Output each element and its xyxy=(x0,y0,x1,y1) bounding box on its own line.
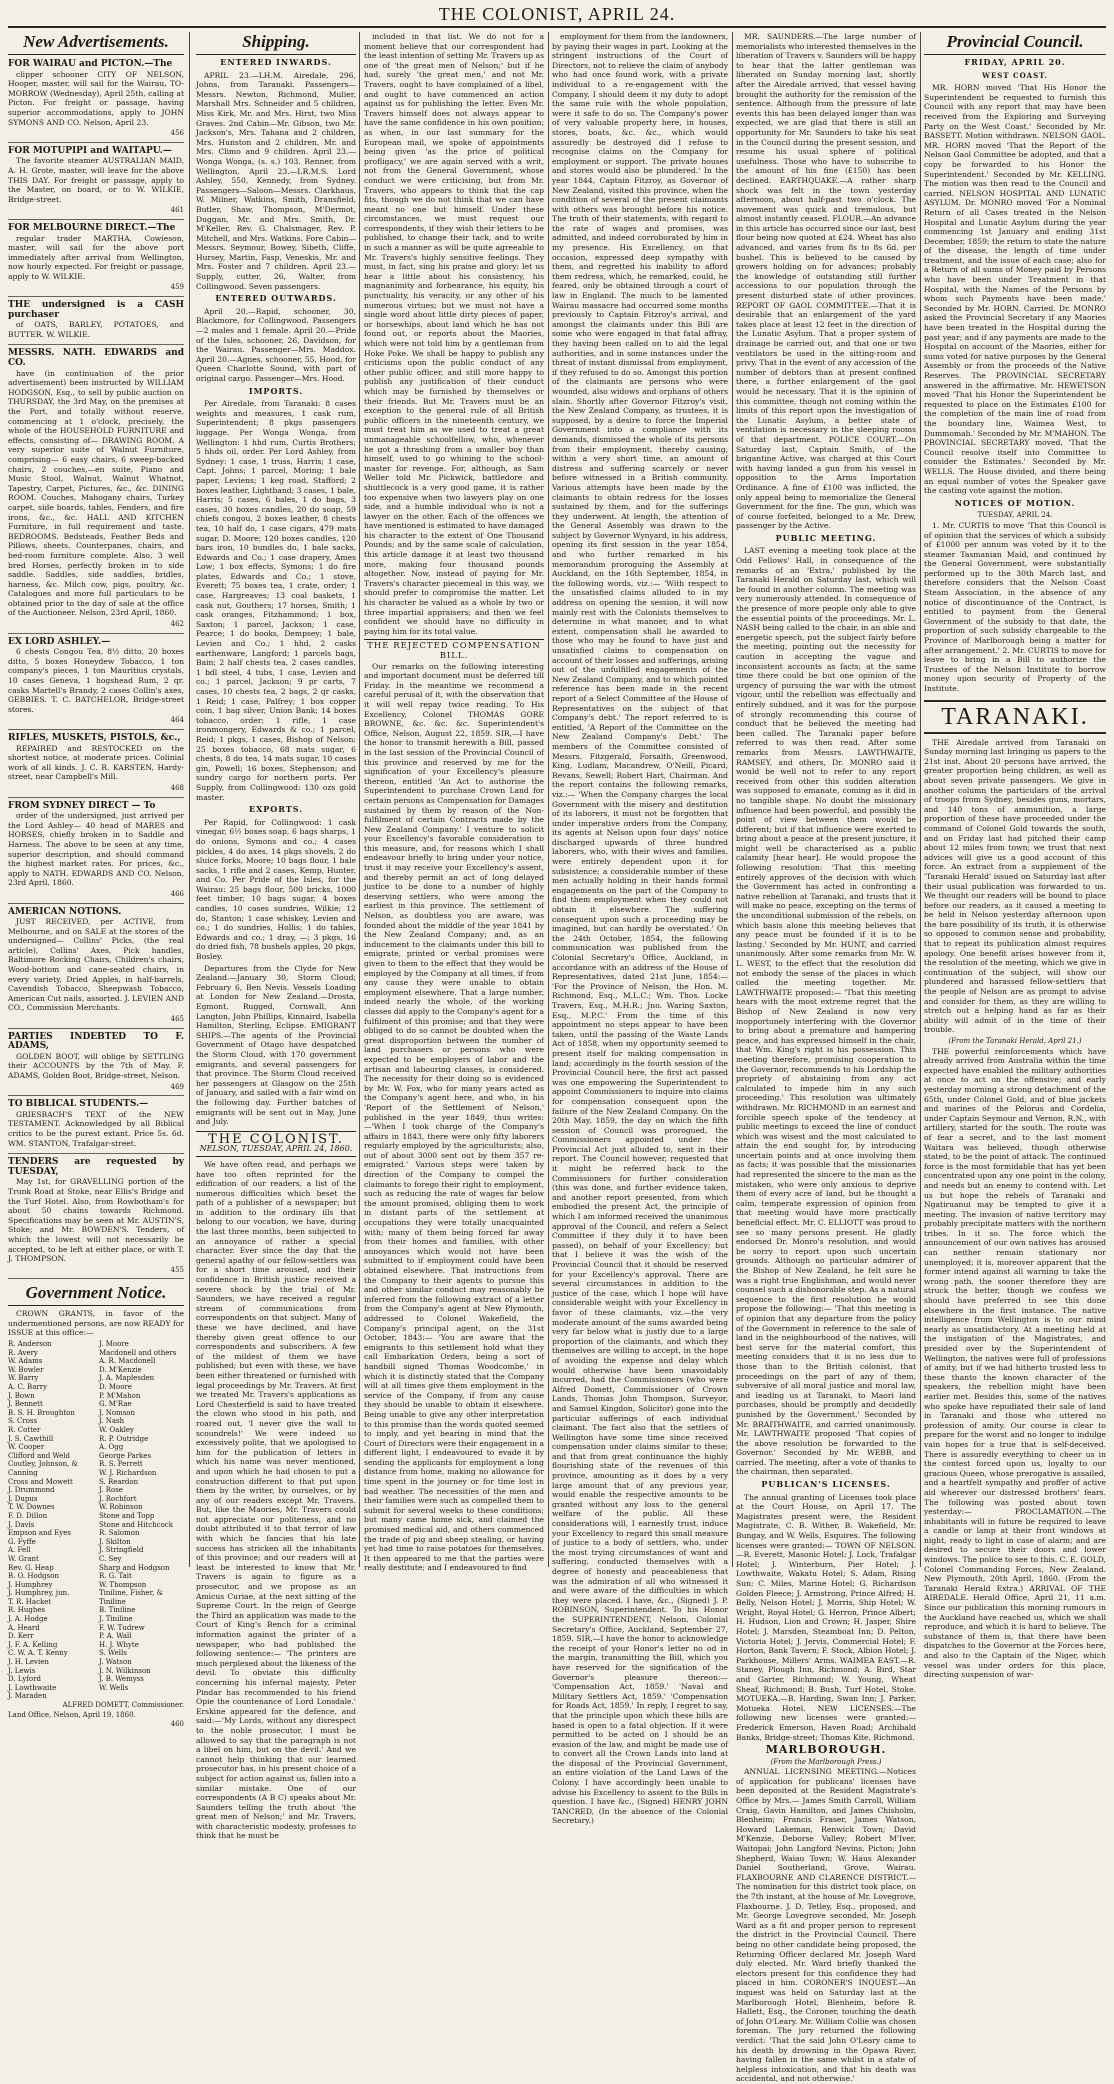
grantee-name: W. Thompson xyxy=(99,1580,147,1589)
grantee-name: J. Rose xyxy=(99,1486,123,1495)
grantee-name: J. Maraden xyxy=(8,1692,47,1701)
advertisement-number: 468 xyxy=(170,783,184,792)
grantee-name: J. B. Wemyss xyxy=(99,1675,144,1684)
grantee-name: J. A. Maplesden xyxy=(99,1374,155,1383)
public-meeting-text: LAST evening a meeting took place at the Odd Fellows' Hall, in consequence of the remarks of an 'Extra,' published by the Taranaki Herald on Saturday last, which will be found in another column. The meeting was very numerously attended. In consequence of the presence of more people only able to give the essential points of the proceedings. Mr. L. NASH being called to the chair, in an able and energetic speech, put the subject fairly before the meeting, pointing out the necessity for caution in accepting the vague and inconsistent accounts as facts; at the same time there could be but one opinion of the urgency of pursuing the war with the utmost vigour, until the rebellion was effectually and entirely subdued, and it was for the purpose of strongly recommending this course of conduct that he believed the meeting had been called. The Taranaki paper before referred to was then read. After some remarks from Messrs. LAWTHWAITE, RAMSEY, and others, Dr. MONRO said it would be well not to refer to any report received from other this sudden alteration was supposed to emanate, coming as it did in no tangible shape. No doubt the missionary influence had been powerful, and possibly the point of view between them would be different; but if that influence were exerted to bring about a peace at the present juncture, it might well be characterised as a public calamity [hear hear]. He would propose the following resolution: 'That this meeting entirely approves of the decision with which the Government has acted in confronting a native rebellion at Taranaki, and trusts that it will make no peace, excepting on the terms of the unconditional submission of the rebels, on which basis alone this meeting believes that any peace must be founded if it is to be lasting.' Seconded by Mr. HUNT, and carried unanimously. After some remarks from Mr. W. L. WEST, to the effect that the resolution did not embody the sense of the places in which called the meeting together. Mr. LAWTHWAITE proposed:— 'That this meeting hears with the most extreme regret that the Bishop of New Zealand is now very inopportunely interfering with the Governor to bring about a premature and hampering peace, and has expressed himself in the chair, that Wm. King's right is his possession. This meeting therefore, promising cooperation to the Governor, recommends to his Lordship the propriety of abstaining from any act calculated to impede him in any such proceeding.' This resolution was ultimately withdrawn. Mr. RICHMOND in an earnest and forcible speech spoke of the tendency at public meetings to exceed the line of conduct which was wisest and the most calculated to attain the end sought for, by introducing uncertain points and at once involving them as facts; it was possible that the missionaries had represented the sincere to the man as the mistaken, who were only anxious to deprive them of every acre of land, but he thought a calm, temperate expression of opinion from that meeting would have more practically beneficial effect. Mr. C. ELLIOTT was proud to see so many persons present. He gladly endorsed Dr. Monro's resolution, and would be sorry to report upon such uncertain grounds. Although no particular admirer of the Bishop of New Zealand, he felt sure he was a right true Englishman, and would never counsel such a dishonorable step. As a natural sequence to the first resolution he would propose the following:— 'That this meeting is of opinion that any departure from the policy of the Government in reference to the sale of land in the neighbourhood of the natives, will best serve for the material comfort, this meeting considers that it is no less due to those than to the British colonist, that proceedings on the part of any of them, subversive of all moral justice and moral law, and leading us at Taranaki, to Maori land purchases, should be promptly and decidedly punished by the Government.' Seconded by Mr. BRAITHWAITE, and carried unanimously. Mr. LAWTHWAITE proposed 'That copies of the above resolution be forwarded to the Governor.' Seconded by Mr. WEBB, and carried. The meeting, after a vote of thanks to the chairman, then separated. xyxy=(736,546,916,1477)
gov-num: 460 xyxy=(170,1720,184,1729)
grantee-name: Stone and Hitchcock xyxy=(99,1520,173,1529)
compensation-bill-head: THE REJECTED COMPENSATION BILL. xyxy=(364,639,544,661)
grantee-name: J. Skilton xyxy=(99,1537,131,1546)
advertisement xyxy=(8,347,184,633)
column-editorial xyxy=(364,32,544,1573)
advertisement xyxy=(8,906,184,1029)
grantee-name: R. Hughes xyxy=(8,1606,46,1615)
advertisement-number: 455 xyxy=(170,1265,184,1274)
advertisement-title: FROM SYDNEY DIRECT — To xyxy=(8,800,156,811)
compensation-bill-text: Our remarks on the following interesting and important document must be deferred till Friday. In the meantime we recommend a careful perusal of it, with the observation that it will well repay twice reading. To His Excellency, Colonel THOMAS GORE BROWNE, &c. &c. &c. Superintendent's Office, Nelson, August 22, 1859. SIR,—I have the honor to transmit herewith a Bill, passed in the last session of the Provincial Council of this province and reserved by me for the signification of your Excellency's pleasure thereon, entitled 'An Act to authorise the Superintendent to purchase Crown Land for certain persons as Compensation for Damages sustained by them by reason of the Non-fulfilment of certain Contracts made by the New Zealand Company.' I venture to solicit your Excellency's favorable consideration to this measure, and, for reasons which I shall endeavour briefly to bring under your notice, trust it may receive your Excellency's assent, and thereby permit an act of long delayed justice to be done to a number of highly deserving settlers, who were among the earliest in this province. The settlement of Nelson, as doubtless you are aware, was founded about the middle of the year 1841 by the New Zealand Company; and, as an inducement to the claimants under this bill to emigrate, printed or verbal promises were given to them to the effect that they would be employed by the Company at all times, if from any cause they were unable to obtain employment elsewhere. That a large number, indeed nearly the whole, of the working classes did apply to the Company's agent for a fulfilment of this promise; and that they were obliged to do so cannot be doubted when the great disproportion between the number of land purchasers or persons who were expected to be employers of labor and the artisan and labouring classes, is considered. The necessity for their doing so is evidenced by Mr. W. Fox, who for many years acted as the Company's agent here, and who, in his 'Report of the Settlement of Nelson,' published in the year 1849, thus writes:—'When I took charge of the Company's affairs in 1843, there were only fifty laborers regularly employed by the agriculturists; also, out of about 3000 sent out by them 357 re-emigrated.' Various steps were taken by direction of the Company to compel the claimants to forego their right to employment, such as reducing the rate of wages far below the amount promised, obliging them to work in distant parts of the settlement at occupations they were totally unacquainted with; many of them being forced far away from their homes and families, with other annoyances which would not have been submitted to if employment could have been obtained elsewhere. That instructions from the Company to their agents to pursue this and other similar conduct may reasonably be inferred from the following extract of a letter from the Company's agent at New Plymouth, addressed to Colonel Wakefield, the Company's principal agent, on the 31st October, 1843:— 'You are aware that the emigrants to this settlement hold what they call Embarkation Orders, being a sort of handbill signed 'Thomas Woodcombe,' in which it is distinctly stated that the Company will at all times give them employment in the service of the Company, if from any cause they should be unable to obtain it elsewhere. Being unable to give any other interpretation to this promise than the words quoted seemed to imply, and yet bearing in mind that the Court of Directors were their engagement in a different light, I endeavoured to evade it by sending the applicants for employment a long distance from home, making no allowance for time spent in the journey or for time lost in bad weather. The necessities of the men and their families were such as compelled them to submit for several weeks to these conditions; but many came home sick, and claimed the promised medical aid, and others commenced the trade of pig and sheep stealing, or having yet had time to raise potatoes for themselves. It then appeared to me that the parties were really destitute; and I endeavoured to find xyxy=(364,661,544,1573)
grantee-name: R. Anderson xyxy=(8,1340,52,1349)
grantee-name: A. Ogg xyxy=(99,1443,124,1452)
advertisement-number: 459 xyxy=(170,283,184,292)
marlborough-text: ANNUAL LICENSING MEETING.—Notices of application for publicans' licenses have been deposited at the Resident Magistrate's Office by Mrs.— James Smith Carroll, William Craig, Gavin Hamilton, and James Chisholm, Blenheim; Francis Fraser, James Watson, Howard Lakeman, Renwick Town; David M'Kenzie, Deborse Valley; Robert M'Iver, Waitopai; John Langford Nevins, Picton; John Shepherd, Waiau Town; W. Haus Alexander Daniel Southerland, Grove, Wairau. FLAXBOURNE AND CLARENCE DISTRICT.—The nomination for this district took place, on the 7th instant, at the house of Mr. Lovegrove, Flaxbourne. J. D. Tetley, Esq., proposed, and Mr. George Lovegrove seconded, Mr. Joseph Ward as a fit and proper person to represent the district in the Provincial Council. There being no other candidate being proposed, the Returning Officer declared Mr. Joseph Ward duly elected. Mr. Ward briefly thanked the electors present for this confidence they had placed in him. CORONER'S INQUEST.—An inquest was held on Saturday last at the Marlborough Hotel, Blenheim, before R. Hallett, Esq., the Coroner, touching the death of John O'Leary. Mr. William Collie was chosen foreman. The jury returned the following verdict: 'That the said John O'Leary came to his death by drowning in the Opawa River, having fallen in the same whilst in a state of helpless intoxication, and that his death was accidental, and not otherwise.' xyxy=(736,1767,916,2084)
advertisement-number: 464 xyxy=(170,716,184,725)
advertisement xyxy=(8,222,184,297)
grantee-name: Tiniline, Fisher, & Tiniline xyxy=(99,1589,163,1606)
grantee-name: A. Heard xyxy=(8,1623,40,1632)
grantee-name: C. Sey xyxy=(99,1554,122,1563)
grantee-name: J. Rochfort xyxy=(99,1494,137,1503)
advertisement xyxy=(8,732,184,798)
column-rule xyxy=(920,32,921,1567)
grantee-name: J. Humphrey, jun. xyxy=(8,1589,70,1598)
advertisement-title: EX LORD ASHLEY.— xyxy=(8,636,111,647)
grantee-name: H. J. Whyte xyxy=(99,1640,139,1649)
shipping-title: Shipping. xyxy=(196,32,356,55)
advertisement-body: clipper schooner CITY OF NELSON, Hooper, master, will sail for the Wairau, TO-MORROW (Wednesday), April 25th, calling at Picton. For freight or passage, having superior accommodations, apply to JOHN SYMONS AND CO. Nelson, April 23. xyxy=(8,69,184,127)
grantee-name: F. D. Dillon xyxy=(8,1511,48,1520)
leader-text: We have often read, and perhaps we have too often reprinted for the edification of our readers, a list of the numerous difficulties which beset the path of a publisher of a newspaper; but in addition to the ordinary ills that belong to our vocation, we have, during the last three months, been subjected to an annoyance of rather a special character. Ever since the day that the general apathy of our fellow-settlers was for a short time aroused, and their confidence in British justice received a severe shock by the trial of Mr. Saunders, we have received a regular stream of communications from correspondents on that subject. Many of these we have declined, and have thereby given great offence to our correspondents and subscribers. A few of the mildest of them we have published; but even with these, we have been either threatened or furnished with legal proceedings by Mr. Travers. At first we treated Mr. Travers's applications as Lord Chesterfield is said to have treated the clown who stood in his path, and roared out, 'I never give the wall to scoundrels!' We were indeed so excessively polite, that we apologised to him for the publication of letters in which his name was never mentioned, and upon which he had chosen to put a construction different to that put upon them by the writer, by ourselves, or by any of our readers except Mr. Travers. But, like the Maories, Mr. Travers could not appreciate our politeness, and no doubt attributed it to that terror of law with which he fancies that his late success has stricken all the inhabitants of this province; and our readers will at least be interested to know that Mr. Travers is again to figure as a prosecutor, and we propose as an Amicus Curiae, at the next sitting of the Supreme Court. In the reign of George the Third an application was made to the Court of King's Bench for a criminal information against the printer of a newspaper, who had published the following sentence:— 'The printers are much perplexed about the likeness of the devil. To obviate this difficulty concerning his infernal majesty, Peter Pindar has recommended to his friend Opie the countenance of Lord Lonsdale.' Erskine appeared for the defence, and said:—'My Lords, without any disrespect to the noble prosecutor, I must be allowed to say that the paragraph is not a libel on him, but on the devil.' And we cannot help thinking that our learned prosecutor has, in his present choice of a subject for action against us, fallen into a similar mistake. One of our correspondents (A B C) speaks about Mr. Saunders telling the truth about 'the great men of Nelson;' and Mr. Travers, with characteristic modesty, professes to think that he must be xyxy=(196,1159,356,1841)
column-provincial-council xyxy=(924,32,1106,1680)
grantee-name: W. Oakley xyxy=(99,1426,134,1434)
grantee-name: W. Robinson xyxy=(99,1503,143,1512)
section-title: New Advertisements. xyxy=(8,32,184,55)
council-date: FRIDAY, APRIL 20. xyxy=(964,57,1066,67)
advertisement xyxy=(8,145,184,220)
advertisement-number: 466 xyxy=(170,889,184,898)
grantee-name: J. Tiniline xyxy=(99,1615,133,1624)
imports-head: IMPORTS. xyxy=(248,385,304,396)
notices-text: 1. Mr. CURTIS to move 'That this Council is of opinion that the services of which a subsidy of £1000 per annum was voted by it to the steamer Tasmanian Maid, and continued by the General Government, were substantially performed up to the 30th March last, and therefore considers that the Nelson Coast Steam Association, in the absence of any notice of discontinuance of the Contract, is entitled to payment from the General Government of the subsidy to that date, the proportion of such subsidy chargeable to the Province of Marlborough being a matter for after arrangement.' 2. Mr. CURTIS to move for leave to bring in a Bill to authorize the Trustees of the Nelson Institute to borrow money upon security of Property of the Institute. xyxy=(924,520,1106,693)
grantee-name: Empson and Eyes xyxy=(8,1529,71,1538)
newspaper-title: THE COLONIST, APRIL 24. xyxy=(438,4,676,24)
taranaki-title: TARANAKI. xyxy=(924,700,1106,734)
government-notice-intro: CROWN GRANTS, in favor of the undermentioned persons, are now READY for ISSUE at this office:— xyxy=(8,1309,184,1338)
grantee-name: J. Bennett xyxy=(8,1400,43,1409)
advertisement xyxy=(8,58,184,143)
grantee-name: Macdonell and others xyxy=(99,1348,177,1357)
grantee-name: Rev. G. Heap xyxy=(8,1563,54,1572)
grantee-name: J. Nomson xyxy=(99,1408,136,1417)
advertisement-body: have (in continuation of the prior advertisement) been instructed by WILLIAM HODGSON, Esq., to sell by public auction on THURSDAY, the 3rd May, on the premises at the Port, and totally without reserve, commencing at 1 o'clock, precisely, the whole of the HOUSEHOLD FURNITURE and effects, consisting of— DRAWING ROOM. A very superior suite of Walnut Furniture, comprising— 6 easy chairs, 6 sweep-backed chairs, 2 couches,—en suite, Piano and Music Stool, Walnut, Walnut Whatnot, Tapestry, Carpet, Pictures, &c., &c. DINING ROOM. Couches, Mahogany chairs, Turkey carpet, side boards, tables, Fenders, and fire irons, &c., &c. HALL AND KITCHEN Furniture, in full requirement and taste. BEDROOMS. Bedsteads, Feather Beds and Pillows, sheets, Counterpanes, chairs, and bed-room furniture complete. Also, 3 well bred Horses, perfectly broken in to side saddle. Saddles, side saddles, bridles, harness, &c. Milch cow, pigs, poultry, &c. Catalogues and more full particulars to be obtained prior to the day of sale at the office of the Auctioneer. Nelson, 23rd April, 1860. xyxy=(8,368,184,618)
imports-text: Per Airedale, from Taranaki: 8 cases weights and measures, 1 cask rum, Superintendent; 8 pkgs passengers luggage. Per Wonga Wonga, from Wellington: 1 hhd rum, Curtis Brothers; 5 hhds oil, order. Per Lord Ashley, from Sydney: 1 case, 1 truss, Harris; 1 case, Capt. Johns; 1 parcel, Moring; 1 bale paper, Leviens; 1 keg road, Stafford; 2 boxes leather, Lightband; 3 cases, 1 bale, Harris; 5 cases, 6 bales, 1 do bags, 3 cases, 30 boxes candles, 20 do soap, 59 chiefs congou, 2 boxes leather, 8 chests tea, 10 half do, 1 case cigars, 479 mats sugar, D. Moore; 120 boxes candles, 120 bars iron, 10 bundles do, 1 bale sacks, Edwards and Co.; 1 case drapery, Ames Low; 1 box effects, Symons; 1 do fire plates, Edwards and Co.; 1 stove, Everett; 75 boxes tea, 1 crate, order; 1 case, Hargreaves; 13 coal baskets, 1 cask nut, Gouthers; 17 horses, Smith; 1 cask oranges, Fitzhammond; 1 box, Saxton; 1 parcel, Jackson; 1 case, Pearce; 1 do books, Dempsey; 1 bale, Levien and Co.; 1 hhd, 2 casks earthenware, Langford; 1 parcels bags, Bain; 2 half chests tea, 2 cases candles, 1 bdl steel, 4 tubs, 1 case, Levien and co.; 1 parcel, Jackson; 9 pr carts, 7 cases, 10 chests tea, 2 bags, 2 qr casks, 1 Reid; 1 case, Palfrey; 1 box copper coin, 1 bag silver, Union Bank; 14 boxes tobacco, order; 1 rifle, 1 case ironmongery, Edwards & co.; 1 parcel, Reid; 1 pkgs, 1 cases, Bishop of Nelson; 25 boxes tobacco, 68 mats sugar, 6 chests, 8 do tea, 14 mats sugar, 10 cases gin, Powell; 16 boxes, Stephenson; and sundry cargo for northern ports. Per Supply, from Collingwood: 130 ozs gold master. xyxy=(196,399,356,802)
advertisement-body: JUST RECEIVED, per ACTIVE, from Melbourne, and on SALE at the stores of the undersigned— Collins' Picks, (the real article), Collins' Axes, Pick handles, Baltimore Rocking Chairs, Children's chairs, Wood-bottom and cane-seated chairs, in every variety, Dried Apples, in half-barrels, Cavendish Tobacco, Sheepwash Tobacco, American Cut nails, assorted. J. LEVIEN AND CO., Commission Merchants. xyxy=(8,917,184,1013)
column-rule xyxy=(548,32,549,1567)
grantee-name: T. W. Downes xyxy=(8,1503,55,1512)
grantee-name: J. Humphrey xyxy=(8,1580,53,1589)
grantee-name: J. Watson xyxy=(99,1658,132,1667)
advertisement-number: 465 xyxy=(170,1015,184,1024)
advertisement-title: FOR MELBOURNE DIRECT.—The xyxy=(8,222,176,233)
advertisement-number: 456 xyxy=(170,129,184,138)
advertisement xyxy=(8,636,184,730)
masthead xyxy=(8,4,1106,28)
advertisement-body: GRIESBACH'S TEXT of the NEW TESTAMENT. Acknowledged by all Biblical critics to be the purest extant. Price 5s. 6d. WM. STANTON, Trafalgar-street. xyxy=(8,1109,184,1148)
column-local-news xyxy=(736,32,916,2084)
grantee-name: W. Grant xyxy=(8,1554,39,1563)
column-shipping xyxy=(196,32,356,1841)
advertisement-title: MESSRS. NATH. EDWARDS and CO. xyxy=(8,348,184,369)
advertisement xyxy=(8,1098,184,1154)
gov-date: Land Office, Nelson, April 19, 1860. xyxy=(8,1710,136,1719)
gov-sign: ALFRED DOMETT, Commissioner. xyxy=(62,1701,184,1709)
grantee-name: S. Cross xyxy=(8,1417,38,1426)
advertisement-title: PARTIES INDEBTED TO F. ADAMS, xyxy=(8,1031,184,1052)
grantee-name: W. Bowler xyxy=(8,1365,44,1374)
leader-masthead: THE COLONIST. xyxy=(196,1131,356,1145)
advertisement xyxy=(8,800,184,904)
entered-outwards-head: ENTERED OUTWARDS. xyxy=(215,293,337,304)
advertisement xyxy=(8,1031,184,1097)
grantee-name: R. G. Tait xyxy=(99,1572,132,1581)
column-advertisements xyxy=(8,32,184,1729)
grantee-name: J. Bown xyxy=(8,1391,35,1400)
grantee-name: D. Moore xyxy=(99,1383,132,1392)
taranaki-herald-text: THE powerful reinforcements which have already arrived from Australia within the time expected have enabled the military authorities at once to act on the offensive; and early yesterday morning a strong detachment of the 65th, under Colonel Gold, and of blue jackets and marines of the Pelorus and Cordelia, under Captain Seymour and Vernon, R.N., with artillery, started for the south. The route was of fear a secret, and to the last moment Waitara was believed, though otherwise stated, to be the point of attack. The continued force is the most formidable that has yet been concentrated upon any one point in the colony, and needs but an enemy to contend with. Let us but hope the rebels of Taranaki and Ngatiruanui may be tempted to give it a meeting. The invasion of native territory may probably precipitate matters with the northern tribes. In it so. The force which the announcement of our own natives has aroused can neither remain stationary nor unemployed; it is, moreover apparent that the former intend against all warning to take the wrong path, the sooner therefore they are struck the better, though we confess we should have preferred to see this done elsewhere in the first instance. The native intelligence from Wellington is to our mind nearly as unsatisfactory. At a meeting held at the instigation of the Magistrates, and presided over by the Superintendent of Wellington, the natives were full of professions of amity, but if we had hitherto trusted less to these thanto the known character of the speakers, the rebellion might have been earlier met. Besides this, some of the natives who spoke have repudiated their sale of land in Taranaki and those who uttered no profession of amity. Our course is clear to prepare for the worst and no longer to indulge vain hopes for a true that is self-deceived. There is assuredly everything to cheer us in the contest forced upon us, loyalty to our gracious Queen, whose prerogative is assailed, and a heartfelt sympathy and proffer of active aid wherever our distressed brothers' fears. The following was posted about town yesterday:— PROCLAMATION.—The inhabitants will in future be required to leave a candle or lamp at their front windows at night, ready to light in case of alarm; and are desired to secure their doors and lower windows. The police to see to this. C. E. GOLD, Colonel Commanding Forces, New Zealand. New Plymouth, 20th April, 1860. (From the Taranaki Herald Extra.) ARRIVAL OF THE AIREDALE. Herald Office, April 21, 11 a.m. Since our publication this morning rumours in the Auckland have reached us, which we shall reproduce, and which it is hard to believe. The substance of them is, that there have been dispatches to the Governor at the Forces here, and also to the Captain of the Niger, which vessel was under orders for this place, directing suspension of war- xyxy=(924,1046,1106,1680)
advertisement-body: order of the undersigned, just arrived per the Lord Ashley— 40 head of MARES and HORSES, chiefly broken in to Saddle and Harness. The above to be seen at any time, superior description, and should command the highest market rates. For prices, &c., apply to NATH. EDWARDS AND CO. Nelson, 23rd April, 1860. xyxy=(8,811,184,888)
notices-date: TUESDAY, APRIL 24. xyxy=(977,511,1053,520)
bill-continued-text: employment for them from the landowners, by paying their wages in part. Looking at the stringent instructions of the Court of Directors, not to relieve the claim of anybody who had once found work, with a private individual to a re-engagement with the Company, I should deem it my duty to adopt the same rule with the whole population, were it safe to do so. The Company's power of very valuable property here, in houses, stores, boats, &c. &c., which would assuredly be destroyed did I refuse to recognise claims on the Company for employment or support. The private houses and stores would also be plundered.' In the year 1844, Captain Fitzroy, as Governor of New Zealand, visited this province, when the condition of several of the present claimants with others was brought before his notice. The truth of their statements, with regard to the rate of wages and promises, was admitted, and indeed corroborated by him in my presence. His Excellency, on that occasion, expressed deep sympathy with them, and regretted his inability to afford them redress, which, he remarked, could, he feared, only be obtained through a court of law in England. The much to be lamented Wairau massacre had occurred some months previously to Captain Fitzroy's arrival, and amongst the claimants under this Bill are some who were engaged in that fatal affray, they having been called on to aid the legal authorities, and in some instances under the threat of instant dismissal from employment, if they refused to do so. Amongst this portion of the claimants are persons who were wounded, also widows and orphans of others slain. Shortly after Governor Fitzroy's visit, the New Zealand Company, as trustees, it is supposed, by a desire to force the Imperial Government into a compliance with its demands, dismissed the whole of its persons from their employment, thereby causing, within a very short time, an amount of distress and suffering scarcely or never before witnessed in a British community. Various attempts have been made by the claimants to obtain redress for the losses sustained by them, and for the sufferings they underwent. At length, the attention of the General Assembly was drawn to the subject by Governor Wynyard, in his address, opening its first session in the year 1854, and who further remarked in his memorandum proroguing the Assembly at Auckland, on the 16th September, 1854, in the following words, viz.:— 'With respect to the unsatisfied claims alluded to in my address on opening the session, it will now mainly rest with the Colonists themselves to determine in what manner, and to what extent, compensation shall be awarded to those who may be found to have just and unsatisfied claims to compensation on account of their losses and sufferings, arising out of the unfulfilled engagements of the New Zealand Company, and to which pointed reference has been made in the recent report of a Select Committee of the House of Representatives on the subject of that Company's debt.' The report referred to is entitled, 'A Report of the Committee on the New Zealand Company's Debt.' The members of the Committee consisted of Messrs. Fitzgerald, Forsaith, Greenwood, King, Ludlam, Macandrew, O'Neill, Picard, Revans, Sewell; Robert Hart, Chairman. And the report contains the following remarks, viz.:— 'When the Company charges the local Government with the misery and destitution of its laborers, it must not be forgotten that under imperative orders from the Company, its agents at Nelson upon four days' notice discharged upwards of three hundred laborers, who, with their wives and families, were entirely dependent upon it for subsistence; a considerable number of these men actually holding in their hands formal engagements on the part of the Company to find them employment when they could not obtain it elsewhere. The suffering consequent upon such a proceeding may be imagined, but can hardly be overstated.' On the 24th October, 1854, the following communication was published from the Colonial Secretary's Office, Auckland, in accordance with an address of the House of Representatives, dated 21st June, 1854:— 'For the Province of Nelson, the Hon. M. Richmond, Esq., M.L.C.; Wm. Thos. Locke Travers, Esq., M.H.R.; Jno. Waring Saxton, Esq., M.P.C.' From the time of this appointment no steps appear to have been taken, until the passing of the Waste Lands Act of 1858, when my opportunity seemed to present itself for making compensation in land; accordingly in the fourth session of the Provincial Council here, the first act passed was one empowering the Superintendent to appoint Commissioners to inquire into claims for compensation consequent upon the failure of the New Zealand Company. On the 20th May, 1859, the day on which the fifth session of Council was prorogued, the Commissioners appointed under the Provincial Act just alluded to, sent in their report. The Council however, requested that it might be referred back to the Commissioners for further consideration (this was done, and further evidence taken, and another report presented, from which embodied the present Act, the principle of which I am informed received the unanimous approval of the Council, and refers a Select Committee if they duly it to have been passed), on behalf of your Excellency; but that I believe it was the wish of the Provincial Council that it should be reserved for your Excellency's approval. There are several circumstances in addition to the justice of the case, which I hope will have considerable weight with your Excellency in favor of these claimants, viz.—the very moderate amount of the sums awarded being very far below what is justly due to a large proportion of the claimants, and which they themselves are willing to accept, in the hope of avoiding the expense and delay which would otherwise have been unavoidably incurred, had the Commissioners (who were Alfred Domett, Commissioner of Crown Lands, Thomas John Thompson, Surveyor, and Samuel Kingdon, Solicitor) gone into the particular sufferings of each individual claimant. The fact also that the settlers of Wellington have some time since received compensation under claims similar to these; and that from great continuance the highly flourishing state of the revenues of this province, amounting as it does by a very large amount that of any previous year, would enable the respective amounts to be granted without any loss to the general welfare of the public. All these considerations will, I earnestly trust, induce your Excellency to regard this small measure of justice to a body of settlers, who, under the most trying circumstances of want and suffering, conducted themselves with a degree of honesty and peaceableness that was the admiration of all who witnessed it and were aware of the difficulties in which they were placed. I have, &c., (Signed) J. P. ROBINSON, Superintendent. To his Honor the SUPERINTENDENT, Nelson. Colonial Secretary's Office, Auckland, September 27, 1859. SIR,—I have the honor to acknowledge the receipt of your Honor's letter no od in the margin, transmitting the Bill, which you have reserved for the signification of the Governor's pleasure thereon:— 'Compensation Act, 1859.' 'Naval and Military Settlers Act, 1859.' 'Compensation for Roads Act, 1859.' In reply, I regret to say, that the principle upon which these bills are based is open to a fatal objection. If it were permitted to be acted on I should be an evasion of the law, and might be made use of to convert all the Crown Lands into land at the disposal of the Provincial Government, an entire violation of the Land Laws of the Colony. I have accordingly been unable to advise his Excellency to assent to the Bills in question. I have &c., (Signed) HENRY JOHN TANCRED, (In the absence of the Colonial Secretary.) xyxy=(552,32,728,1826)
column-rule xyxy=(359,32,360,1567)
ads-list xyxy=(8,58,184,1279)
column-rule xyxy=(189,32,190,1567)
grantee-name: J. S. Cawthill xyxy=(8,1434,54,1443)
grantee-name: A. R. Macdonell xyxy=(99,1357,156,1366)
advertisement-body: of OATS, BARLEY, POTATOES, and BUTTER. W. WILKIE. xyxy=(8,320,184,339)
advertisement-title: AMERICAN NOTIONS. xyxy=(8,906,122,917)
grantee-name: J. Nash xyxy=(99,1417,125,1426)
grantee-name: Coutley, Johnson, & Canning xyxy=(8,1460,78,1477)
grantee-name: A. C. Barry xyxy=(8,1383,48,1392)
grantee-name: J. N. Wilkinson xyxy=(99,1666,151,1675)
grantee-name: R. Avery xyxy=(8,1348,38,1357)
grantee-name: Cross and Mowett xyxy=(8,1477,73,1486)
entered-inwards-text: APRIL 23.—LH.M. Airedale, 296, Johns, from Taranaki. Passengers—Messrs. Newton, Richmond, Mulier, Marshall Mrs. Schneider and 5 children, Miss Kirk, Mr. and Mrs. Hirst, two Miss Graves. 2nd Cabin—Mr. Gibson, two Mr. Jackson's, Mrs. Tahana and 2 children, Mrs. Hunston and 2 children, Mr. and Mrs. Climo and 9 children. April 23.—Wonga Wonga, (s. s.) 103, Renner, from Wellington. April 23.—I.R.M.S. Lord Ashley, 550, Kennedy, from Sydney. Passengers—Saloon—Messrs. Clarkhaus, W. Milner, Watkins, Smith, Dransfield, Butler, Shaw, Thompson, M'Dermot, Duggan, Mr. and Mrs. Smith, Dr. M'Keller, Rev. G. Chalsmager, Rev. P. Mitchell, and Mrs. Watkins. Fore Cabin—Messrs. Seymour, Bowey, Sibeth, Cliffe, Hursey, Martin, Fasp, Veneskis, Mr. and Mrs. Foster and 7 children. April 23.—Supply, cutter, 26, Walter, from Collingwood. Seven passengers. xyxy=(196,70,356,291)
grantee-name: R. P. Outridge xyxy=(99,1434,149,1443)
grantee-name: D. Kerr xyxy=(8,1632,34,1641)
grantee-name: Stone and Topp xyxy=(99,1511,155,1520)
grantee-name: B. Tiniline xyxy=(99,1606,136,1615)
grantee-name: T. R. Hacket xyxy=(8,1597,52,1606)
grantee-name: B. O. Hodgson xyxy=(8,1572,59,1581)
grantee-name: S. Wells xyxy=(99,1649,127,1658)
grantee-name: J. Drummond xyxy=(8,1486,55,1495)
advertisement-body: The favorite steamer AUSTRALIAN MAID, A. H. Grote, master, will leave for the above THIS DAY. For freight or passage, apply to the Master, on board, or to W. WILKIE, Bridge-street. xyxy=(8,156,184,204)
licenses-text: The annual granting of Licenses took place at the Court House, on April 17. The Magistrates present were, the Resident Magistrate, C. B. Wither, B. Wakefield, Mr. Bungay, and W. Wells, Esquires. The following licenses were granted:— TOWN OF NELSON.—R. Everett, Masonic Hotel; J. Lock, Trafalgar Hotel; J. Winterburn, Pier Hotel; J. Lowthwaite, Wakatu Hotel; S. Adam, Rising Sun; C. Miles, Marine Hotel; G. Richardson Golden Fleece; J. Armstrong, Prince Alfred; H. Belly, Nelson Hotel; J. Morris, Ship Hotel; W. Wright, Royal Hotel; G. Herron, Prince Albert; H. Hudson, Lion and Crown; H. Jasper, Shire Hotel; J. Marsden, Steamboat Inn; D. Pelton, Victoria Hotel; J. Jervis, Commercial Hotel; F. Horton, Bank Tavern; F. Stock, Albion Hotel; J. Parkhouse, Millers' Arms. WAIMEA EAST.—R. Staney, Plough Inn, Richmond; A. Bird, Star and Garter, Richmond; W. Young, Wheat Sheaf, Richmond; B. Bush, Turf Hotel, Stoke. MOTUEKA.—B. Harding, Swan Inn; J. Parker, Motueka Hotel. NEW LICENSES.—The following new licenses were granted:—Frederick Emerson, Haven Road; Archibald Banks, Bridge-street; Thomas Kite, Richmond. xyxy=(736,1492,916,1742)
grantee-name: W. Cooper xyxy=(8,1443,45,1452)
grantee-name: B. S. H. Broughton xyxy=(8,1408,75,1417)
grantee-name: G. Fyffe xyxy=(8,1537,36,1546)
advertisement-title: TO BIBLICAL STUDENTS.— xyxy=(8,1099,149,1110)
notices-of-motion-head: NOTICES OF MOTION. xyxy=(954,497,1076,508)
grantee-name: J. Stringfield xyxy=(99,1546,144,1555)
grantee-list xyxy=(8,1340,184,1701)
grantee-name: W. J. Richardson xyxy=(99,1468,157,1477)
grantee-name: J. F. A. Kelling xyxy=(8,1640,58,1649)
advertisement-title: FOR WAIRAU and PICTON.—The xyxy=(8,59,173,69)
advertisement-title: THE undersigned is a CASH purchaser xyxy=(8,300,184,320)
grantee-name: W. Wells xyxy=(99,1683,129,1692)
exports-head: EXPORTS. xyxy=(248,804,304,815)
advertisement xyxy=(8,1156,184,1279)
advertisement-body: 6 chests Congou Tea, 8½ ditto, 20 boxes ditto, 5 boxes Honeydew Tobacco, 1 ton company's pieces, 1 ton Mauritius crystals, 10 cases Geneva, 1 hogshead Rum, 2 qr. casks Martell's Brandy, 2 cases Collin's axes, GEBBIES. T. C. BATCHELOR, Bridge-street stores. xyxy=(8,647,184,714)
taranaki-text: THE Airedale arrived from Taranaki on Sunday morning last bringing us papers to the 21st inst. About 20 persons have arrived, the greater proportion being children, as well as about seven private passengers. We give in another column the particulars of the arrival of troops from Sydney, besides guns, mortars, and 140 tons of ammunition, a large proportion of these have proceeded under the command of Colonel Gold towards the south, and on Friday last had pitched their camp about 12 miles from town; we trust that next advices will give us a good account of this force. An extract from a supplement of the 'Taranaki Herald' issued on Saturday last after their usual publication was forwarded to us. We thought our readers will be bound to place before our readers, as it caused a meeting to be held in Nelson yesterday afternoon upon the bare possibility of its truth, it is otherwise so opposed to common sense and probability, that to repeat its publication almost requires apology. One benefit arises however from it, the resolution of the meeting, which we give in continuation of the subject, will show our plundered and harassed fellow-settlers that the people of Nelson are as prompt to advise and consider for them, as they are willing to stretch out a helping hand as far as their ability will admit of in the time of their trouble. xyxy=(924,737,1106,1035)
grantee-name: P. A. Wall xyxy=(99,1632,132,1641)
advertisement-number: 469 xyxy=(170,1082,184,1091)
grantee-name: J. Dupus xyxy=(8,1494,38,1503)
grantee-name: J. Lewis xyxy=(8,1666,36,1675)
leader-dateline: NELSON, TUESDAY, APRIL 24, 1860. xyxy=(196,1144,356,1157)
grantee-name: George Parkes xyxy=(99,1451,152,1460)
entered-outwards-text: April 20.—Rapid, schooner, 30, Blackmore, for Collingwood. Passengers—2 males and 1 female. April 20.—Pride of the Isles, schooner, 26, Davidson, for the Wairau. Passenger—Mrs. Maddox. April 20.—Agnes, schooner, 55, Hood, for Queen Charlotte Sound, with part of original cargo. Passenger—Mrs. Hood. xyxy=(196,306,356,383)
grantee-name: A. Fell xyxy=(8,1546,31,1555)
column-rule xyxy=(732,32,733,1567)
taranaki-source: (From the Taranaki Herald, April 21.) xyxy=(948,1037,1082,1045)
advertisement xyxy=(8,299,184,345)
grantee-name: R. Salomon xyxy=(99,1529,140,1538)
column-bill-continued xyxy=(552,32,728,1826)
public-meeting-head: PUBLIC MEETING. xyxy=(775,532,877,543)
grantee-name: D. Lyford xyxy=(8,1675,41,1684)
editorial-text: included in that list. We do not for a moment believe that our correspondent had the least intention of setting Mr. Travers up as one of 'the great men of Nelson;' but if he had, surely 'the great men,' and not Mr. Travers, ought to have complained of a libel, and ought to have commenced an action against us for publishing the letter. Even Mr. Travers himself does not always appear to have the same confidence in his own position; as when, in our last summary for the European mail, we spoke of appointments being given 'as the price of political profligacy,' we are again served with a writ, not from the General Government, whose conduct we were criticising, but from Mr. Travers, who appears to think that the cap fits, though we do not think that we can have meant no one but himself. Under these circumstances, we must request our correspondents, if they wish their letters to be published, to change their tack, and to write in such a manner as will be quite agreeable to Mr. Travers's highly sensitive feelings. They must, in fact, sing his praise and glory: let us hear a little about his consistency, his magnanimity and forbearance, his equity, his punctuality, his veracity, or any other of his numerous virtues; but we must not have a single word about little dirty pieces of paper, or horsewhips, about land which he has not found out, or reports about the Maories, which were not told him by a gentleman from Hoke Poke. We shall be happy to publish any criticisms upon the public conduct of any other public officer, and still more happy to publish any justification of their conduct which may be furnished by themselves or their friends. But Mr. Travers must be an exception to the general rule of all British public officers in the nineteenth century, we must treat him as we used to treat a great unmanageable schoolfellow, who, whenever he got a thrashing from a smaller boy than himself, used to go whining to the school-master for revenge. For, although, as Sam Weller told Mr. Pickwick, battledore and shuttlecock is a very good game, it is rather too expensive when two lawyers play on one side, and a humble individual who is not a lawyer on the other. Each of the offences we have mentioned is estimated to have damaged his character to the extent of One Thousand Pounds; and by the same scale of calculation, this article damage it at least two thousand more, making four thousand pounds altogether. Now, instead of paying for Mr. Travers's character piecemeal in this way, we should prefer to compromise the matter. Let his character be valued as a whole by two or three impartial appraisers; and then we feel confident we should have no difficulty in paying him for its total value. xyxy=(364,32,544,636)
entered-inwards-head: ENTERED INWARDS. xyxy=(220,57,332,67)
provincial-council-title: Provincial Council. xyxy=(924,32,1106,55)
grantee-name: J. H. Levien xyxy=(8,1658,49,1667)
departures-text: Departures from the Clyde for New Zealand.—January 30, Storm Cloud; February 6, Ben Nevis. Vessels Loading at London for New Zealand.—Drosta, Egmont, Rugged, Cornwall, Ann Langton, John Phillips, Kinnaird, Isabella Hamilton, Sterling, Eclipse. EMIGRANT SHIPS.—The agents of the Provincial Government of Otago have despatched the Storm Cloud, with 170 government emigrants, and several passengers for that province. The Storm Cloud received her passengers at Glasgow on the 25th of January, and sailed with a fair wind on the following day. Further batches of emigrants will be sent out in May, June and July. xyxy=(196,963,356,1127)
advertisement-number: 461 xyxy=(170,206,184,215)
advertisement-number: 462 xyxy=(170,620,184,629)
advertisement-body: REPAIRED and RESTOCKED on the shortest notice, at moderate prices. Colinial work of all kinds. J. C. R. KARSTEN, Hardy-street, near Campbell's Mill. xyxy=(8,743,184,782)
exports-text: Per Rapid, for Collingwood: 1 cask vinegar, 6½ boxes soap, 6 bags sharps, 1 do onions, Symons and co.; 4 cases pickles, 4 do axes, 14 pkgs shovels, 2 do sluice forks, Moore; 10 bags flour, 1 bale sacks, 1 rifle and 2 cases, Kemp, Hunter, and Co. Per Pride of the Isles, for the Wairau: 25 bags flour, 500 bricks, 1000 feet timber, 10 bags sugar, 4 boxes candles, 10 cases sundries, Wilkie; 12 do, Stanton; 1 case whiskey, Levien and co.; 1 do sundries, Hollis; 1 do tables, Edwards and co.; 1 dray, —; 3 pkgs, 16 do dried fish, 78 bushels apples, 20 pkgs, Bosley. xyxy=(196,817,356,962)
west-coast-head: WEST COAST. xyxy=(982,70,1048,80)
grantee-name: Clifford and Weld xyxy=(8,1451,70,1460)
grantee-name: J. A. Hodge xyxy=(8,1615,48,1624)
grantee-name: G. M'Rae xyxy=(99,1400,132,1409)
grantee-name: J. Davis xyxy=(8,1520,35,1529)
grantee-name: R. S. Perrett xyxy=(99,1460,143,1469)
advertisement-body: May 1st, for GRAVELLING portion of the Trunk Road at Stoke, near Ellis's Bridge and the Turf Hotel. Also, from Rowbotham's for about 50 chains towards Richmond. Specifications may be seen at Mr. AUSTIN'S, Stoke; and Mr. BOWDEN'S. Tenders, of which the lowest will not necessarily be accepted, to be left at either place, or with T. J. THOMPSON. xyxy=(8,1177,184,1264)
advertisement-title: FOR MOTUPIPI and WAITAPU.— xyxy=(8,145,172,156)
grantee-name: P. M'Mahon xyxy=(99,1391,141,1400)
council-proceedings-text: MR. HORN moved 'That His Honor the Superintendent be requested to furnish this Council with any report that may have been received from the Exploring and Surveying Party on the West Coast.' Seconded by Mr. BASSETT. Motion withdrawn. NELSON GAOL. MR. HORN moved 'That the Report of the Nelson Gaol Committee be adopted, and that a copy be forwarded to his Honor the Superintendent.' Seconded by Mr. KELLING. The motion was then read to the Council and carried. NELSON HOSPITAL AND LUNATIC ASYLUM. Dr. MONRO moved 'For a Nominal Return of all Cases treated in the Nelson Hospital and Lunatic Asylum during the year commencing 1st January and ending 31st December, 1859; the return to state the nature of the disease, the length of time under treatment, and the issue of each case; also for a Return of all sums of Money paid by Persons who have been under Treatment in that Hospital, with the Names of the Persons by whom such Payments have been made.' Seconded by Mr. HORN. Carried. Dr. MONRO asked the Provincial Secretary if any Maories have been treated in the Hospital during the past year; and if any payments are made to the Hospital on account of the Maories, either for sums voted for native purposes by the General Assembly or from the proceeds of the Native Reserves. The PROVINCIAL SECRETARY answered in the affirmative. Mr. HEWETSON moved 'That his Honor the Superintendent be requested to place on the Estimates £100 for the completion of the main line of road from the boundary line, Waimea West, to Dummomah.' Seconded by Mr. M'MAHON. The PROVINCIAL SECRETARY moved, 'That the Council resolve itself into Committee to consider the Estimates.' Seconded by Mr. WELLS. The House divided, and there being an equal number of votes the Speaker gave the casting vote against the motion. xyxy=(924,83,1106,496)
grantee-name: J. Lowthwaite xyxy=(8,1683,57,1692)
advertisement-title: RIFLES, MUSKETS, PISTOLS, &c., xyxy=(8,733,181,743)
grantee-name: J. Moore xyxy=(99,1340,129,1349)
licenses-head: PUBLICAN'S LICENSES. xyxy=(761,1479,891,1490)
advertisement-body: GOLDEN BOOT, will oblige by SETTLING their ACCOUNTS by the 7th of May. F. ADAMS, Golden Boot, Bridge-street, Nelson. xyxy=(8,1051,184,1080)
grantee-name: W. Adams xyxy=(8,1357,43,1366)
marlborough-source: (From the Marlborough Press.) xyxy=(770,1757,882,1766)
grantee-name: C. W. A. T. Kenny xyxy=(8,1649,68,1658)
grantee-name: D. M'Kenzie xyxy=(99,1365,142,1374)
local-news-text: MR. SAUNDERS.—The large number of memorialists who interested themselves in the liberation of Travers v. Saunders will be happy to hear that the latter gentleman was liberated on Sunday morning last, shortly after the Airedale arrived, that vessel having brought the authority for the remission of the sentence. Although from the pressure of late events this has been delayed longer than was expected, we are glad that there is still an opportunity for Mr. Saunders to take his seat in the Council during the present session, and resume his usual sphere of political usefulness. Those who have to subscribe to the amount of his fine (£150) has been declined. EARTHQUAKE.—A rather sharp shock was felt in the town yesterday afternoon, about half-past two o'clock. The movement was quick and tremulous, but almost instantly ceased. FLOUR.—An advance in this article has occurred since our last, best flour being now quoted at £24. Wheat has also advanced, and varies from 8s to 8s 6d. per bushel. This is believed to be caused by growers holding on for advances; probably the knowledge of outstanding still further accessions to our population through the present disturbed state of other provinces. REPORT OF GAOL COMMITTEE.—That it is desirable that an enlargement of the yard takes place at least 12 feet in the direction of the Lunatic Asylum. That a proper system of drainage be carried out, and that one or two ventilators be used in the sitting-room and privy. That in the event of any accession of the number of debtors than at present confined there, a further enlargement of the gaol would be necessary. That it is the opinion of this committee, though not coming within the limits of this report upon the investigation of the Lunatic Asylum, a better state of ventilation is necessary in the sleeping rooms of that department. POLICE COURT.—On Saturday last, Captain Smith, of the brigantine Active, was charged at this Court with having landed a gun from his vessel in opposition to the Arms Importation Ordinance. A fine of £100 was inflicted, the only appeal being to memorialize the General Government for the fine. The gun, which was of course forfeited, belonged to a Mr. Drew, passenger by the Active. xyxy=(736,32,916,531)
grantee-name: Sharp and Hodgson xyxy=(99,1563,170,1572)
advertisement-title: TENDERS are requested by TUESDAY, xyxy=(8,1157,184,1177)
government-notice-title: Government Notice. xyxy=(8,1283,184,1306)
marlborough-head: MARLBOROUGH. xyxy=(765,1743,887,1757)
advertisement-body: regular trader MARTHA, Cowieson, master, will sail for the above port immediately after arrival from Wellington, now hourly expected. For freight or passage, apply to W. WILKIE. xyxy=(8,233,184,281)
grantee-name: S. Reardon xyxy=(99,1477,139,1486)
grantee-name: R. Cotter xyxy=(8,1426,41,1434)
grantee-name: W. Barry xyxy=(8,1374,39,1383)
grantee-name: F. W. Tudrew xyxy=(99,1623,145,1632)
